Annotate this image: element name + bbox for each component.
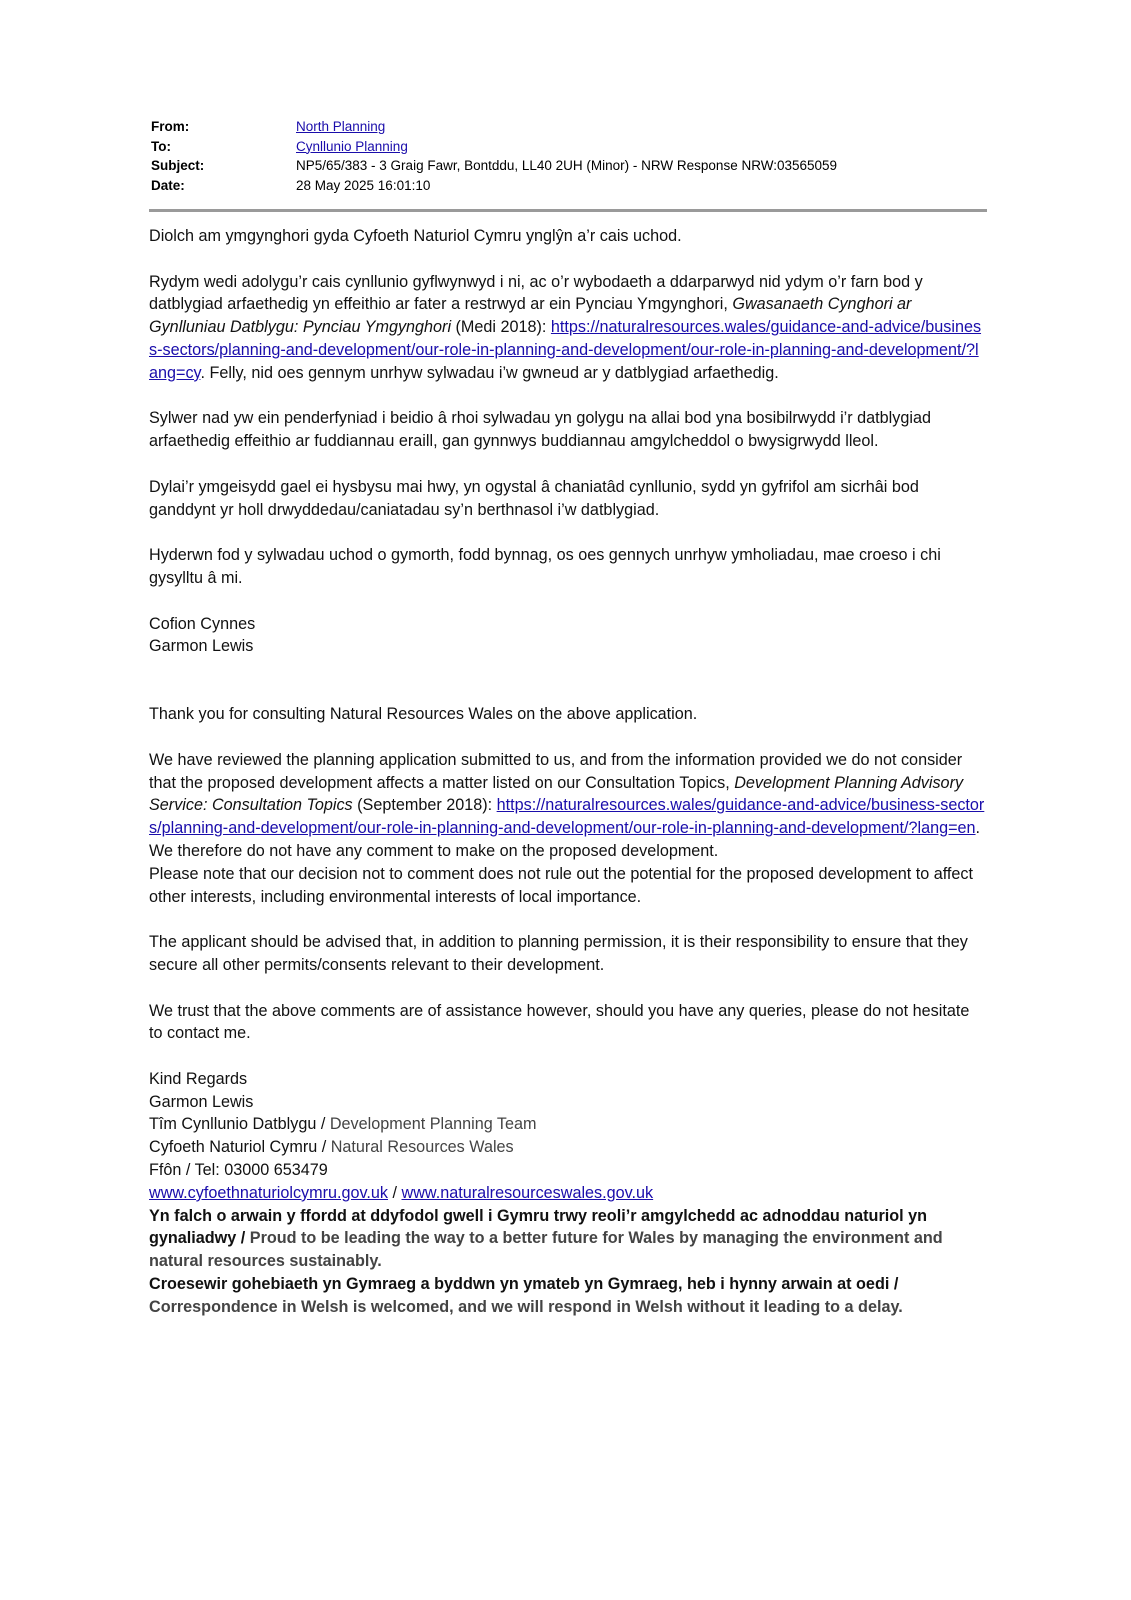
from-link[interactable]: North Planning — [296, 119, 386, 134]
welsh-paragraph-1: Diolch am ymgynghori gyda Cyfoeth Naturiol Cymru ynglŷn a’r cais uchod. — [149, 227, 682, 245]
welsh-guidance-link[interactable]: https://naturalresources.wales/guidance-and-advice/business-sectors/planning-and-development/our-role-in-planning-and-development/our-role-in-planning-and-development/?lang=cy — [149, 318, 982, 382]
welsh-paragraph-2: Rydym wedi adolygu’r cais cynllunio gyflwynwyd i ni, ac o’r wybodaeth a ddarparwyd nid ydym o’r farn bod y datblygiad arfaethedig yn effeithio ar fater a restrwyd ar ein Pynciau Ymgynghori, Gwasanaeth Cynghori ar Gynlluniau Datblygu: Pynciau Ymgynghori (Medi 2018): https://naturalresources.wales/guidance-and-advice/business-sectors/planning-and-development/our-role-in-planning-and-development/our-role-in-planning-and-development/?lang=cy. Felly, nid oes gennym unrhyw sylwadau i’w gwneud ar y datblygiad arfaethedig. — [149, 272, 982, 382]
welsh-paragraph-3: Sylwer nad yw ein penderfyniad i beidio â rhoi sylwadau yn golygu na allai bod yna bosibilrwydd i’r datblygiad arfaethedig effeithio ar fuddiannau eraill, gan gynnwys buddiannau amgylcheddol o bwysigrwydd lleol. — [149, 409, 931, 451]
signature-language-statement: Croesewir gohebiaeth yn Gymraeg a byddwn yn ymateb yn Gymraeg, heb i hynny arwain at oedi / Correspondence in Welsh is welcomed, and we will respond in Welsh without it leading to a delay. — [149, 1275, 903, 1316]
english-paragraph-1: Thank you for consulting Natural Resources Wales on the above application. — [149, 705, 698, 724]
english-paragraph-4: The applicant should be advised that, in addition to planning permission, it is their responsibility to ensure that they secure all other permits/consents relevant to their development. — [149, 933, 968, 974]
english-sender-name: Garmon Lewis — [149, 1092, 254, 1111]
english-signoff: Kind Regards — [149, 1069, 248, 1088]
date-label: Date: — [151, 177, 185, 193]
email-body — [149, 225, 987, 1319]
signature-team: Tîm Cynllunio Datblygu / Development Planning Team — [149, 1115, 537, 1134]
to-row — [151, 137, 981, 157]
email-signature — [149, 1113, 987, 1318]
english-website-link[interactable]: www.naturalresourceswales.gov.uk — [401, 1183, 654, 1202]
signature-motto: Yn falch o arwain y ffordd at ddyfodol gwell i Gymru trwy reoli’r amgylchedd ac adnoddau naturiol yn gynaliadwy / Proud to be leading the way to a better future for Wales by managing the environment and natural resources sustainably. — [149, 1206, 943, 1271]
email-header — [151, 117, 981, 195]
subject-label: Subject: — [151, 158, 205, 173]
english-paragraph-2: We have reviewed the planning application submitted to us, and from the information provided we do not consider that the proposed development affects a matter listed on our Consultation Topics, Development Planning Advisory Service: Consultation Topics (September 2018): https://naturalresources.wales/guidance-and-advice/business-sectors/planning-and-development/our-role-in-planning-and-development/our-role-in-planning-and-development/?lang=en. We therefore do not have any comment to make on the proposed development. — [149, 750, 985, 860]
english-paragraph-5: We trust that the above comments are of assistance however, should you have any queries, please do not hesitate to contact me. — [149, 1001, 970, 1043]
welsh-topics-title: Gwasanaeth Cynghori ar Gynlluniau Datblygu: Pynciau Ymgynghori — [149, 295, 912, 337]
welsh-signoff: Cofion Cynnes — [149, 614, 256, 633]
english-topics-title: Development Planning Advisory Service: Consultation Topics — [149, 773, 964, 815]
signature-websites: www.cyfoethnaturiolcymru.gov.uk / www.naturalresourceswales.gov.uk — [149, 1183, 654, 1202]
welsh-sender-name: Garmon Lewis — [149, 637, 254, 656]
welsh-paragraph-4: Dylai’r ymgeisydd gael ei hysbysu mai hwy, yn ogystal â chaniatâd cynllunio, sydd yn gyfrifol am sicrhâi bod ganddynt yr holl drwyddedau/caniatadau sy’n berthnasol i’w datblygiad. — [149, 477, 919, 519]
welsh-paragraph-5: Hyderwn fod y sylwadau uchod o gymorth, fodd bynnag, os oes gennych unrhyw ymholiadau, mae croeso i chi gysylltu â mi. — [149, 546, 941, 587]
language-gap — [149, 658, 987, 703]
signature-phone: Ffôn / Tel: 03000 653479 — [149, 1161, 328, 1180]
date-row — [151, 176, 981, 196]
english-guidance-link[interactable]: https://naturalresources.wales/guidance-and-advice/business-sectors/planning-and-development/our-role-in-planning-and-development/our-role-in-planning-and-development/?lang=en — [149, 796, 985, 838]
from-row — [151, 117, 981, 137]
signature-org: Cyfoeth Naturiol Cymru / Natural Resources Wales — [149, 1138, 514, 1157]
to-link[interactable]: Cynllunio Planning — [296, 138, 408, 154]
header-divider — [149, 209, 987, 212]
subject-value: NP5/65/383 - 3 Graig Fawr, Bontddu, LL40 2UH (Minor) - NRW Response NRW:03565059 — [296, 158, 838, 173]
from-label: From: — [151, 119, 190, 134]
to-label: To: — [151, 138, 171, 154]
subject-row — [151, 156, 981, 176]
date-value: 28 May 2025 16:01:10 — [296, 177, 431, 193]
welsh-website-link[interactable]: www.cyfoethnaturiolcymru.gov.uk — [149, 1183, 389, 1202]
english-paragraph-3: Please note that our decision not to comment does not rule out the potential for the proposed development to affect other interests, including environmental interests of local importance. — [149, 864, 973, 906]
